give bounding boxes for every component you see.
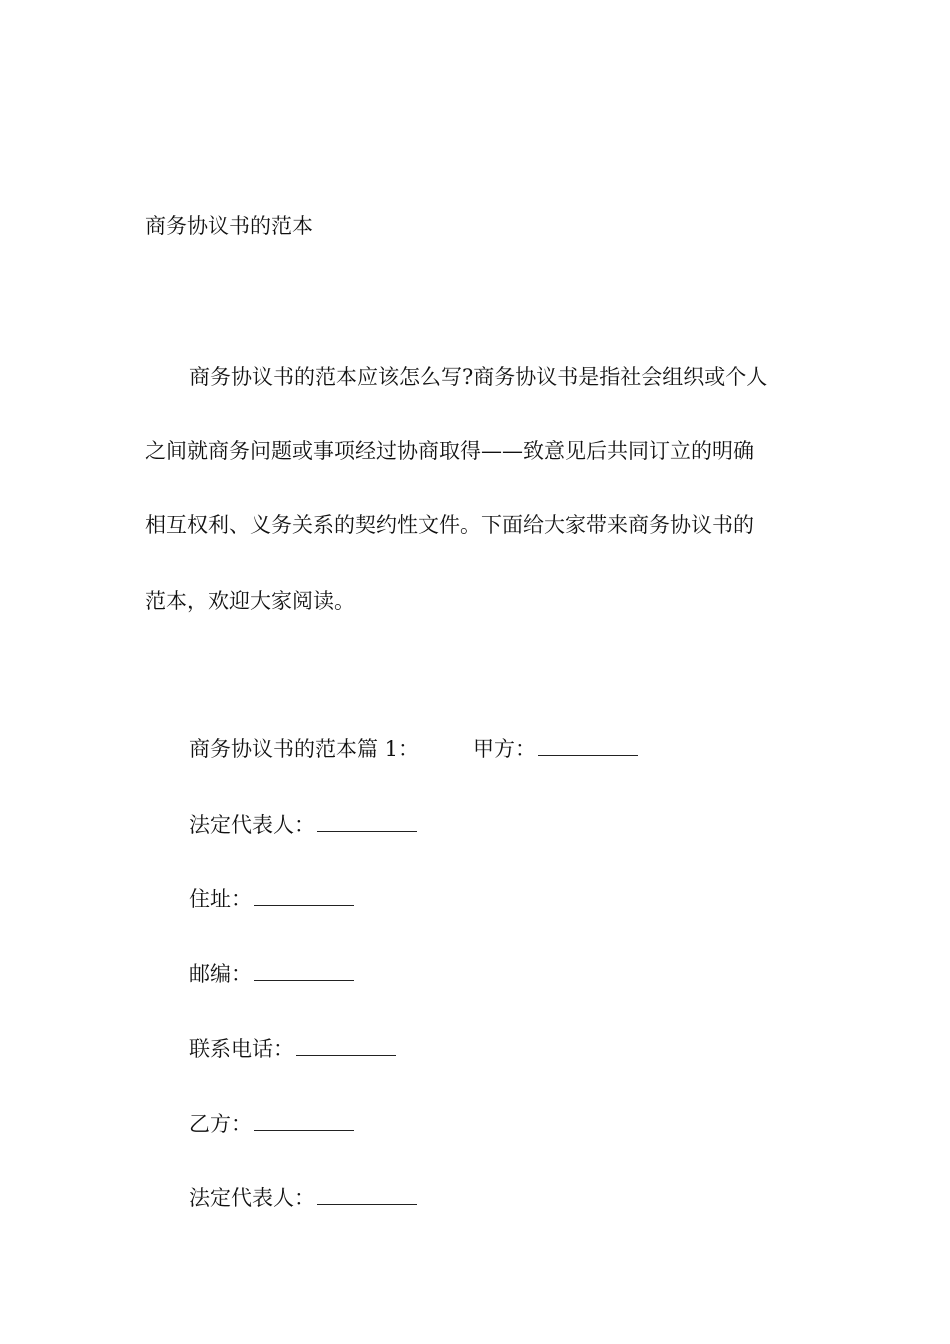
legal-rep-b-field xyxy=(189,1184,417,1212)
party-b-blank[interactable] xyxy=(254,1110,354,1131)
phone-field xyxy=(189,1035,396,1063)
party-a-field xyxy=(473,735,638,763)
section-heading: 商务协议书的范本篇 1： xyxy=(189,737,420,761)
intro-line-4: 范本，欢迎大家阅读。 xyxy=(145,589,355,613)
address-field xyxy=(189,885,354,913)
document-title: 商务协议书的范本 xyxy=(145,214,313,238)
address-blank[interactable] xyxy=(254,885,354,906)
legal-rep-a-label: 法定代表人： xyxy=(189,813,315,837)
party-a-label: 甲方： xyxy=(473,737,536,761)
intro-line-1: 商务协议书的范本应该怎么写?商务协议书是指社会组织或个人 xyxy=(189,365,768,389)
legal-rep-b-blank[interactable] xyxy=(317,1184,417,1205)
party-a-blank[interactable] xyxy=(538,735,638,756)
legal-rep-a-field xyxy=(189,811,417,839)
phone-blank[interactable] xyxy=(296,1035,396,1056)
intro-line-3: 相互权利、义务关系的契约性文件。下面给大家带来商务协议书的 xyxy=(145,513,754,537)
intro-line-2: 之间就商务问题或事项经过协商取得——致意见后共同订立的明确 xyxy=(145,439,754,463)
legal-rep-a-blank[interactable] xyxy=(317,811,417,832)
party-b-label: 乙方： xyxy=(189,1112,252,1136)
phone-label: 联系电话： xyxy=(189,1037,294,1061)
postcode-field xyxy=(189,960,354,988)
party-b-field xyxy=(189,1110,354,1138)
address-label: 住址： xyxy=(189,887,252,911)
postcode-label: 邮编： xyxy=(189,962,252,986)
postcode-blank[interactable] xyxy=(254,960,354,981)
legal-rep-b-label: 法定代表人： xyxy=(189,1186,315,1210)
